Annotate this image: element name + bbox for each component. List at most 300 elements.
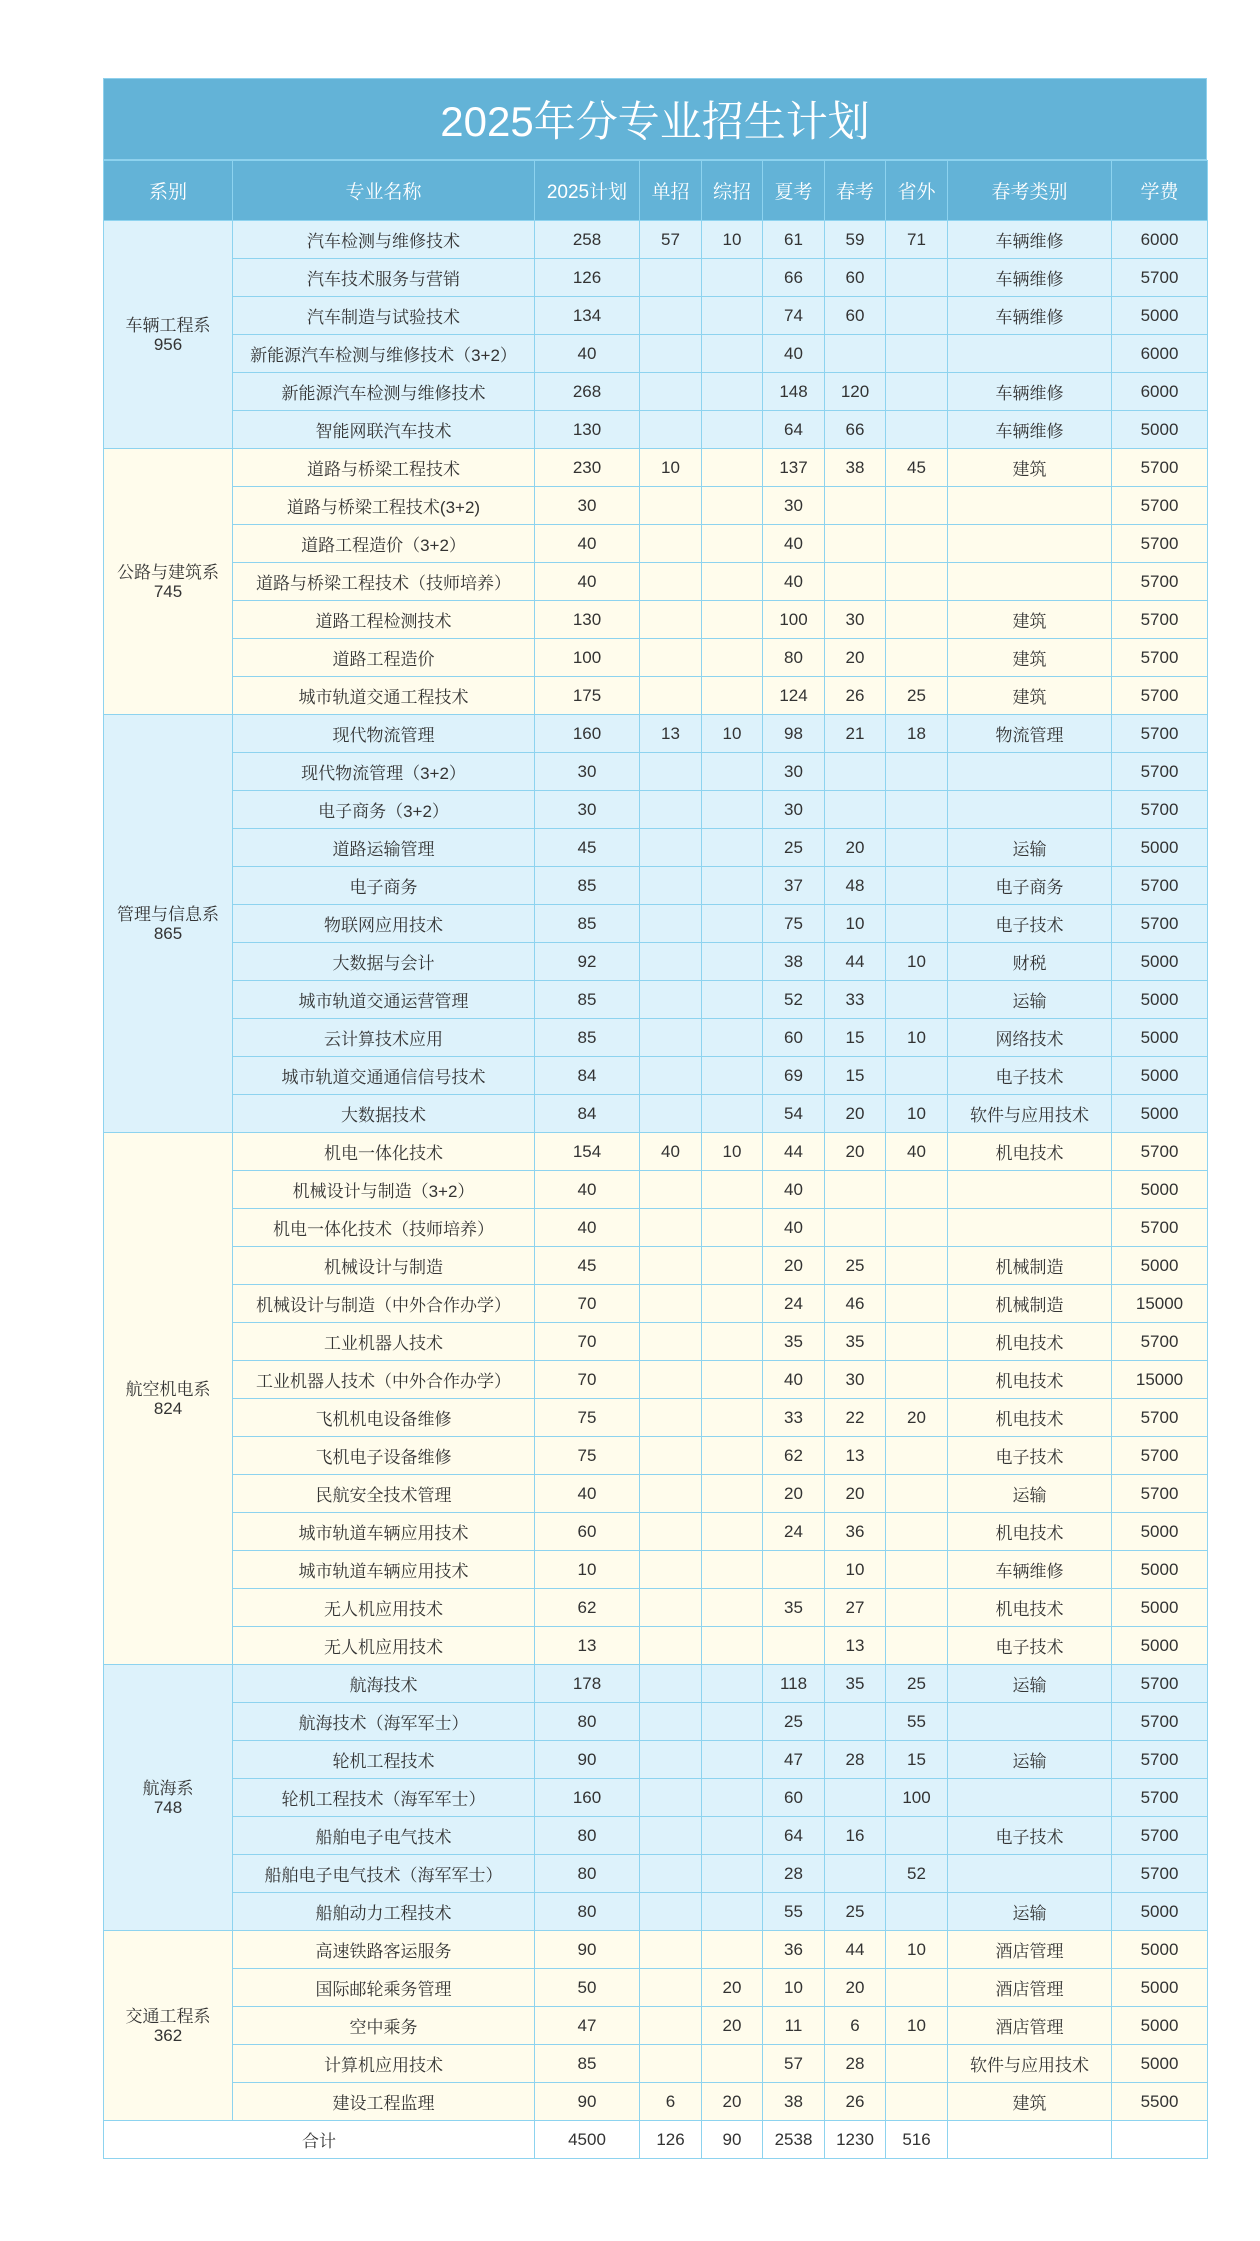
comprehensive-cell: [702, 1779, 763, 1817]
category-cell: 运输: [948, 1893, 1112, 1931]
spring-cell: 35: [825, 1665, 886, 1703]
comprehensive-cell: [702, 1551, 763, 1589]
summer-cell: 47: [763, 1741, 825, 1779]
category-cell: 酒店管理: [948, 1969, 1112, 2007]
spring-cell: [825, 563, 886, 601]
comprehensive-cell: [702, 563, 763, 601]
table-row: [104, 411, 1208, 449]
single-cell: [640, 1589, 702, 1627]
comprehensive-cell: [702, 1475, 763, 1513]
summer-cell: 25: [763, 829, 825, 867]
category-cell: 电子商务: [948, 867, 1112, 905]
plan-cell: 40: [535, 335, 640, 373]
out-of-province-cell: [886, 753, 948, 791]
single-cell: [640, 1209, 702, 1247]
tuition-cell: 5000: [1112, 1171, 1208, 1209]
major-cell: 飞机机电设备维修: [233, 1399, 535, 1437]
single-cell: [640, 1475, 702, 1513]
summer-cell: [763, 1627, 825, 1665]
comprehensive-cell: [702, 1285, 763, 1323]
comprehensive-cell: [702, 411, 763, 449]
summer-cell: 66: [763, 259, 825, 297]
comprehensive-cell: [702, 1323, 763, 1361]
category-cell: 车辆维修: [948, 259, 1112, 297]
department-cell: [104, 449, 233, 715]
department-name: 公路与建筑系: [117, 562, 219, 582]
category-cell: [948, 1209, 1112, 1247]
department-cell: [104, 1665, 233, 1931]
table-row: [104, 525, 1208, 563]
comprehensive-cell: [702, 1171, 763, 1209]
spring-cell: 28: [825, 2045, 886, 2083]
single-cell: [640, 867, 702, 905]
table-body: [104, 221, 1208, 2159]
summer-cell: 20: [763, 1247, 825, 1285]
tuition-cell: 5700: [1112, 601, 1208, 639]
out-of-province-cell: [886, 1057, 948, 1095]
major-cell: 机电一体化技术（技师培养）: [233, 1209, 535, 1247]
spring-cell: [825, 791, 886, 829]
plan-cell: 70: [535, 1361, 640, 1399]
category-cell: 车辆维修: [948, 297, 1112, 335]
category-cell: 车辆维修: [948, 373, 1112, 411]
out-of-province-cell: [886, 1551, 948, 1589]
spring-cell: [825, 335, 886, 373]
tuition-cell: 6000: [1112, 221, 1208, 259]
summer-cell: 37: [763, 867, 825, 905]
comprehensive-cell: [702, 487, 763, 525]
header-row: [104, 161, 1208, 221]
summer-cell: 55: [763, 1893, 825, 1931]
category-cell: 酒店管理: [948, 2007, 1112, 2045]
table-row: [104, 1323, 1208, 1361]
major-cell: 现代物流管理（3+2）: [233, 753, 535, 791]
major-cell: 汽车技术服务与营销: [233, 259, 535, 297]
summer-cell: 10: [763, 1969, 825, 2007]
table-row: [104, 867, 1208, 905]
out-of-province-cell: [886, 1627, 948, 1665]
out-of-province-cell: [886, 1893, 948, 1931]
summer-cell: 61: [763, 221, 825, 259]
out-of-province-cell: 71: [886, 221, 948, 259]
out-of-province-cell: [886, 259, 948, 297]
spring-cell: 28: [825, 1741, 886, 1779]
tuition-cell: 15000: [1112, 1285, 1208, 1323]
category-cell: 机械制造: [948, 1247, 1112, 1285]
major-cell: 航海技术: [233, 1665, 535, 1703]
summer-cell: [763, 1551, 825, 1589]
tuition-cell: 5700: [1112, 1209, 1208, 1247]
header-spring-category: 春考类别: [948, 161, 1112, 221]
plan-cell: 178: [535, 1665, 640, 1703]
category-cell: [948, 563, 1112, 601]
spring-cell: 10: [825, 1551, 886, 1589]
single-cell: [640, 791, 702, 829]
spring-cell: 20: [825, 1969, 886, 2007]
category-cell: [948, 335, 1112, 373]
total-cell: 4500: [535, 2121, 640, 2159]
table-row: [104, 1893, 1208, 1931]
plan-cell: 126: [535, 259, 640, 297]
out-of-province-cell: 10: [886, 1095, 948, 1133]
table-row: [104, 1475, 1208, 1513]
summer-cell: 69: [763, 1057, 825, 1095]
category-cell: 车辆维修: [948, 411, 1112, 449]
category-cell: 电子技术: [948, 905, 1112, 943]
out-of-province-cell: [886, 2045, 948, 2083]
major-cell: 轮机工程技术（海军军士）: [233, 1779, 535, 1817]
single-cell: [640, 1551, 702, 1589]
tuition-cell: 5000: [1112, 1095, 1208, 1133]
category-cell: 机电技术: [948, 1399, 1112, 1437]
single-cell: [640, 943, 702, 981]
plan-cell: 40: [535, 1475, 640, 1513]
major-cell: 船舶动力工程技术: [233, 1893, 535, 1931]
summer-cell: 36: [763, 1931, 825, 1969]
spring-cell: 15: [825, 1057, 886, 1095]
tuition-cell: 5000: [1112, 1057, 1208, 1095]
comprehensive-cell: [702, 1247, 763, 1285]
single-cell: [640, 1627, 702, 1665]
summer-cell: 33: [763, 1399, 825, 1437]
major-cell: 机械设计与制造（3+2）: [233, 1171, 535, 1209]
header-comprehensive: 综招: [702, 161, 763, 221]
department-cell: [104, 221, 233, 449]
single-cell: [640, 1019, 702, 1057]
plan-cell: 45: [535, 1247, 640, 1285]
spring-cell: 44: [825, 1931, 886, 1969]
tuition-cell: 5700: [1112, 1665, 1208, 1703]
out-of-province-cell: [886, 905, 948, 943]
comprehensive-cell: [702, 867, 763, 905]
spring-cell: 27: [825, 1589, 886, 1627]
out-of-province-cell: 25: [886, 1665, 948, 1703]
summer-cell: 28: [763, 1855, 825, 1893]
summer-cell: 30: [763, 487, 825, 525]
table-row: [104, 2007, 1208, 2045]
spring-cell: 26: [825, 2083, 886, 2121]
category-cell: 物流管理: [948, 715, 1112, 753]
single-cell: [640, 1817, 702, 1855]
single-cell: 40: [640, 1133, 702, 1171]
summer-cell: 40: [763, 563, 825, 601]
plan-cell: 134: [535, 297, 640, 335]
header-out-of-province: 省外: [886, 161, 948, 221]
table-row: [104, 981, 1208, 1019]
table-row: [104, 221, 1208, 259]
category-cell: 建筑: [948, 449, 1112, 487]
summer-cell: 40: [763, 335, 825, 373]
category-cell: 电子技术: [948, 1627, 1112, 1665]
major-cell: 新能源汽车检测与维修技术: [233, 373, 535, 411]
tuition-cell: 5000: [1112, 943, 1208, 981]
single-cell: [640, 1247, 702, 1285]
single-cell: [640, 1095, 702, 1133]
plan-cell: 85: [535, 981, 640, 1019]
major-cell: 航海技术（海军军士）: [233, 1703, 535, 1741]
department-cell: [104, 1133, 233, 1665]
summer-cell: 64: [763, 411, 825, 449]
category-cell: 运输: [948, 829, 1112, 867]
out-of-province-cell: [886, 1969, 948, 2007]
spring-cell: [825, 753, 886, 791]
major-cell: 建设工程监理: [233, 2083, 535, 2121]
plan-cell: 40: [535, 1209, 640, 1247]
table-row: [104, 1133, 1208, 1171]
spring-cell: 10: [825, 905, 886, 943]
spring-cell: 38: [825, 449, 886, 487]
category-cell: 车辆维修: [948, 221, 1112, 259]
tuition-cell: 5700: [1112, 525, 1208, 563]
total-row: [104, 2121, 1208, 2159]
table-row: [104, 1703, 1208, 1741]
out-of-province-cell: [886, 1285, 948, 1323]
category-cell: 电子技术: [948, 1437, 1112, 1475]
plan-cell: 80: [535, 1893, 640, 1931]
single-cell: [640, 1513, 702, 1551]
plan-cell: 30: [535, 753, 640, 791]
table-row: [104, 2045, 1208, 2083]
out-of-province-cell: [886, 1247, 948, 1285]
single-cell: [640, 601, 702, 639]
plan-cell: 50: [535, 1969, 640, 2007]
comprehensive-cell: [702, 1019, 763, 1057]
tuition-cell: 5700: [1112, 563, 1208, 601]
table-row: [104, 753, 1208, 791]
major-cell: 机械设计与制造（中外合作办学）: [233, 1285, 535, 1323]
summer-cell: 40: [763, 1171, 825, 1209]
plan-cell: 130: [535, 601, 640, 639]
tuition-cell: 5700: [1112, 1741, 1208, 1779]
out-of-province-cell: [886, 1171, 948, 1209]
single-cell: [640, 1323, 702, 1361]
single-cell: [640, 1171, 702, 1209]
single-cell: [640, 373, 702, 411]
summer-cell: 11: [763, 2007, 825, 2045]
plan-cell: 40: [535, 563, 640, 601]
comprehensive-cell: [702, 601, 763, 639]
major-cell: 道路工程造价: [233, 639, 535, 677]
plan-cell: 154: [535, 1133, 640, 1171]
summer-cell: 60: [763, 1019, 825, 1057]
plan-cell: 40: [535, 525, 640, 563]
category-cell: 机电技术: [948, 1361, 1112, 1399]
category-cell: 运输: [948, 981, 1112, 1019]
plan-cell: 13: [535, 1627, 640, 1665]
tuition-cell: 5000: [1112, 1589, 1208, 1627]
tuition-cell: 5700: [1112, 1703, 1208, 1741]
category-cell: [948, 1703, 1112, 1741]
major-cell: 无人机应用技术: [233, 1589, 535, 1627]
category-cell: 机电技术: [948, 1589, 1112, 1627]
summer-cell: 40: [763, 1209, 825, 1247]
plan-cell: 10: [535, 1551, 640, 1589]
tuition-cell: 5700: [1112, 905, 1208, 943]
department-name: 航空机电系: [125, 1379, 211, 1399]
major-cell: 大数据技术: [233, 1095, 535, 1133]
summer-cell: 98: [763, 715, 825, 753]
single-cell: [640, 1779, 702, 1817]
plan-cell: 85: [535, 1019, 640, 1057]
major-cell: 电子商务（3+2）: [233, 791, 535, 829]
total-cell: 90: [702, 2121, 763, 2159]
out-of-province-cell: [886, 1209, 948, 1247]
comprehensive-cell: [702, 981, 763, 1019]
tuition-cell: 5000: [1112, 2007, 1208, 2045]
comprehensive-cell: 20: [702, 2007, 763, 2045]
page-title: 2025年分专业招生计划: [103, 78, 1207, 160]
summer-cell: 137: [763, 449, 825, 487]
spring-cell: 59: [825, 221, 886, 259]
spring-cell: 60: [825, 259, 886, 297]
table-row: [104, 791, 1208, 829]
major-cell: 工业机器人技术: [233, 1323, 535, 1361]
summer-cell: 54: [763, 1095, 825, 1133]
header-tuition: 学费: [1112, 161, 1208, 221]
spring-cell: 21: [825, 715, 886, 753]
summer-cell: 75: [763, 905, 825, 943]
spring-cell: 26: [825, 677, 886, 715]
plan-cell: 80: [535, 1855, 640, 1893]
department-name: 车辆工程系: [125, 315, 211, 335]
single-cell: [640, 1931, 702, 1969]
out-of-province-cell: 55: [886, 1703, 948, 1741]
out-of-province-cell: [886, 297, 948, 335]
enrollment-plan-sheet: [103, 78, 1207, 2159]
single-cell: [640, 487, 702, 525]
plan-cell: 85: [535, 2045, 640, 2083]
single-cell: 10: [640, 449, 702, 487]
out-of-province-cell: 25: [886, 677, 948, 715]
spring-cell: 48: [825, 867, 886, 905]
single-cell: [640, 905, 702, 943]
single-cell: [640, 335, 702, 373]
out-of-province-cell: [886, 525, 948, 563]
department-cell: [104, 715, 233, 1133]
major-cell: 道路工程造价（3+2）: [233, 525, 535, 563]
comprehensive-cell: [702, 297, 763, 335]
tuition-cell: 5000: [1112, 1893, 1208, 1931]
single-cell: [640, 297, 702, 335]
table-row: [104, 1513, 1208, 1551]
tuition-cell: 5000: [1112, 411, 1208, 449]
table-row: [104, 259, 1208, 297]
single-cell: [640, 1437, 702, 1475]
spring-cell: 20: [825, 639, 886, 677]
category-cell: 运输: [948, 1475, 1112, 1513]
tuition-cell: 5000: [1112, 1969, 1208, 2007]
comprehensive-cell: [702, 1931, 763, 1969]
major-cell: 城市轨道车辆应用技术: [233, 1551, 535, 1589]
category-cell: 机电技术: [948, 1323, 1112, 1361]
spring-cell: 30: [825, 601, 886, 639]
total-label: 合计: [104, 2121, 535, 2159]
category-cell: [948, 1779, 1112, 1817]
single-cell: [640, 525, 702, 563]
spring-cell: 22: [825, 1399, 886, 1437]
comprehensive-cell: [702, 525, 763, 563]
comprehensive-cell: [702, 1399, 763, 1437]
comprehensive-cell: [702, 449, 763, 487]
plan-cell: 258: [535, 221, 640, 259]
out-of-province-cell: [886, 1323, 948, 1361]
spring-cell: 120: [825, 373, 886, 411]
plan-cell: 47: [535, 2007, 640, 2045]
table-row: [104, 1741, 1208, 1779]
total-cell: 1230: [825, 2121, 886, 2159]
spring-cell: [825, 1855, 886, 1893]
tuition-cell: 5000: [1112, 1551, 1208, 1589]
summer-cell: 57: [763, 2045, 825, 2083]
single-cell: [640, 1741, 702, 1779]
plan-cell: 75: [535, 1399, 640, 1437]
table-row: [104, 1779, 1208, 1817]
plan-cell: 84: [535, 1095, 640, 1133]
category-cell: 机电技术: [948, 1133, 1112, 1171]
out-of-province-cell: [886, 2083, 948, 2121]
single-cell: [640, 563, 702, 601]
major-cell: 汽车检测与维修技术: [233, 221, 535, 259]
tuition-cell: 5000: [1112, 2045, 1208, 2083]
major-cell: 道路与桥梁工程技术（技师培养）: [233, 563, 535, 601]
spring-cell: 20: [825, 1133, 886, 1171]
single-cell: [640, 753, 702, 791]
summer-cell: 52: [763, 981, 825, 1019]
spring-cell: 66: [825, 411, 886, 449]
out-of-province-cell: [886, 411, 948, 449]
tuition-cell: 5700: [1112, 1779, 1208, 1817]
single-cell: [640, 1361, 702, 1399]
table-row: [104, 829, 1208, 867]
spring-cell: 60: [825, 297, 886, 335]
comprehensive-cell: [702, 1855, 763, 1893]
summer-cell: 38: [763, 2083, 825, 2121]
department-total: 748: [153, 1797, 183, 1817]
out-of-province-cell: 10: [886, 943, 948, 981]
summer-cell: 62: [763, 1437, 825, 1475]
out-of-province-cell: [886, 601, 948, 639]
plan-cell: 80: [535, 1703, 640, 1741]
comprehensive-cell: 10: [702, 715, 763, 753]
tuition-cell: 5000: [1112, 1247, 1208, 1285]
table-row: [104, 1171, 1208, 1209]
tuition-cell: 5700: [1112, 259, 1208, 297]
plan-cell: 160: [535, 1779, 640, 1817]
department-name: 航海系: [142, 1778, 194, 1798]
plan-cell: 75: [535, 1437, 640, 1475]
out-of-province-cell: [886, 1361, 948, 1399]
plan-cell: 70: [535, 1285, 640, 1323]
tuition-cell: 6000: [1112, 373, 1208, 411]
department-total: 956: [153, 334, 183, 354]
summer-cell: 35: [763, 1323, 825, 1361]
major-cell: 船舶电子电气技术: [233, 1817, 535, 1855]
tuition-cell: 5700: [1112, 791, 1208, 829]
spring-cell: 20: [825, 1475, 886, 1513]
out-of-province-cell: 10: [886, 1019, 948, 1057]
major-cell: 机电一体化技术: [233, 1133, 535, 1171]
major-cell: 机械设计与制造: [233, 1247, 535, 1285]
single-cell: [640, 1285, 702, 1323]
table-row: [104, 487, 1208, 525]
spring-cell: 16: [825, 1817, 886, 1855]
single-cell: [640, 639, 702, 677]
tuition-cell: 5700: [1112, 1817, 1208, 1855]
major-cell: 现代物流管理: [233, 715, 535, 753]
out-of-province-cell: [886, 335, 948, 373]
major-cell: 汽车制造与试验技术: [233, 297, 535, 335]
table-row: [104, 1627, 1208, 1665]
